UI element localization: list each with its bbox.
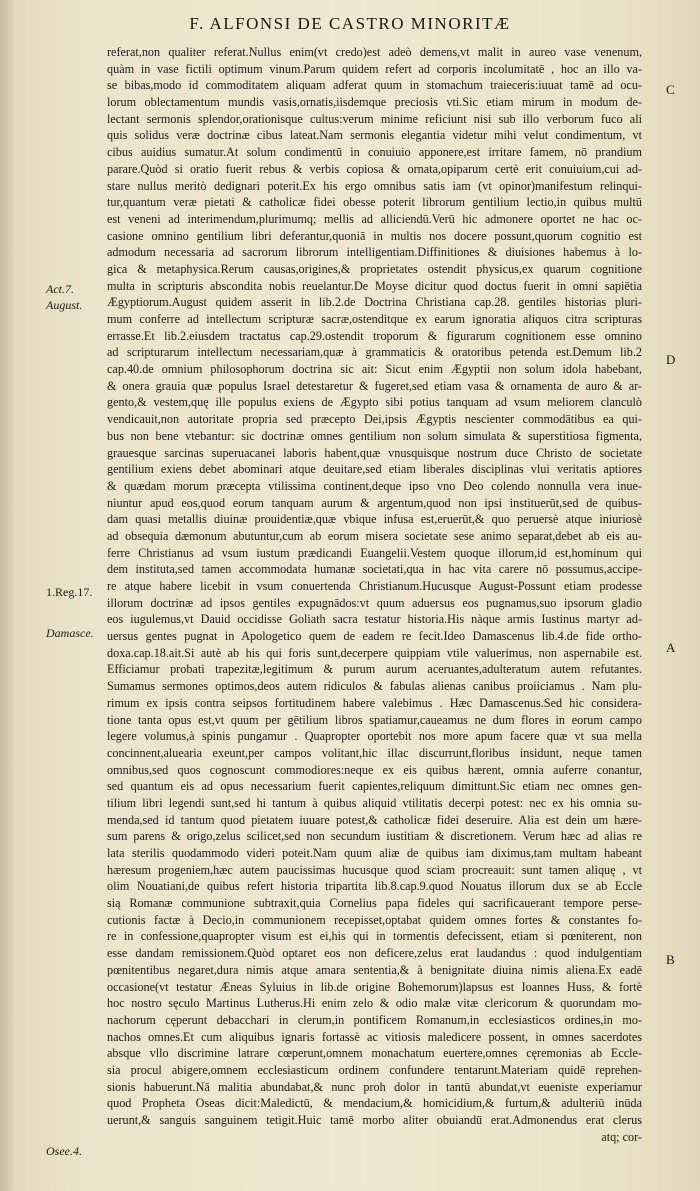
text-line: stare nullus meritò dedignari poterit.Ex his ergo omnibus satis iam (vt opinor)manifestum relinqui- bbox=[107, 178, 642, 193]
section-letter-b: B bbox=[666, 952, 675, 967]
text-line: ad scripturarum intellectum necessariam,quæ à grammaticis & oratoribus petenda est.Demum lib.2 bbox=[107, 345, 642, 360]
margin-note-reg: 1.Reg.17. bbox=[46, 585, 93, 599]
text-line: referat,non qualiter referat.Nullus enim(vt credo)est adeò demens,vt malit in aureo vase venenum, bbox=[107, 45, 642, 59]
text-line: tione tanta opus est,vt quum per gētilium libros spatiamur,caueamus ne dum flores in eorum campo bbox=[107, 712, 642, 727]
text-line: & onera grauia quæ populus Israel detestaretur & fugeret,sed etiam vasa & ornamenta de auro & ar- bbox=[107, 378, 642, 393]
text-line: dem instituta,sed tamen accommodata humanæ societati,qua in hac vita carere nō possumus,accipe- bbox=[107, 562, 642, 577]
section-letter-c: C bbox=[666, 82, 675, 97]
text-line: est veneni ad interimendum,plurimumq; mellis ad alliciendū.Verū hic admonere oportet ne hac oc- bbox=[107, 211, 642, 226]
text-line: grauesque sarcinas superuacanei laboris habent,quæ vnusquisque nostrum duce Christo de societate bbox=[107, 445, 642, 460]
text-line: quàm in vase fictili optimum vinum.Parum quidem refert ad corporis incolumitatē , hoc an illo va- bbox=[107, 61, 642, 76]
text-line: lorum oblectamentum mundis vasis,ornatis,iisdemque preciosis vti.Sic etiam mirum in modum de- bbox=[107, 95, 642, 110]
text-line: sum parens & origo,zelus scilicet,sed non secundum iustitiam & discretionem. Verum hæc ad alias re bbox=[107, 829, 642, 844]
text-line: gentilium exiens debet abominari atque deuitare,sed etiam liberales disciplinas vlui veritatis aptiores bbox=[107, 462, 642, 477]
section-letter-d: D bbox=[666, 352, 676, 367]
text-line: uerunt,& sanguis sanguinem tetigit.Huic tamē morbo aliter obuiandū erat.Admonendus erat clerus bbox=[107, 1113, 642, 1127]
text-line: legere volumus,à spinis pungamur . Quapropter oportebit nos more apum facere quæ vt sua mella bbox=[107, 729, 642, 744]
text-line: concinnent,aluearia exeunt,per campos volitant,hic illac discurrunt,floribus insidunt, neque tamen bbox=[107, 745, 642, 760]
text-line: nachos omnes.Et cum aliquibus ignaris fortassè ac vitiosis maledicere possent, in omnes sacerdotes bbox=[107, 1029, 642, 1044]
text-line: Ægyptiorum.August quidem asserit in lib.2.de Doctrina Christiana cap.28. gentiles historias pluri- bbox=[107, 295, 642, 310]
text-line: absque vllo discrimine latrare cœperunt,omnem monachatum euertere,omnes cęremonias ab Eccle- bbox=[107, 1046, 642, 1061]
text-line: nachorum cęperunt debacchari in clerum,in pontificem Romanum,in ecclesiasticos ordines,in mo- bbox=[107, 1012, 642, 1027]
text-line: admodum necessaria ad sacrorum librorum intelligentiam.Diffinitiones & diuisiones habemus à lo- bbox=[107, 245, 642, 260]
text-line: illorum doctrinæ ad ipsos gentiles expugnādos:vt quum aduersus eos pugnamus,suo ipsorum gladio bbox=[107, 595, 642, 610]
text-line: uersus gentes pugnat in Apologetico quem de eadem re fecit.Ideo Damascenus lib.4.de fide ortho- bbox=[107, 629, 642, 644]
text-line: mum conferre ad intellectum scripturæ sacræ,ostenditque ex earum ignoratia aliquos citra scripturas bbox=[107, 312, 642, 326]
text-line: re atque habere licebit in vsum conuertenda Christianum.Hucusque August-Possunt etiam prodesse bbox=[107, 579, 642, 593]
text-line: atq; cor- bbox=[601, 1129, 642, 1144]
text-line: re in confessione,quapropter visum est ei,his qui in tormentis defecissent, etiam si pœniterent, non bbox=[107, 929, 642, 944]
text-line: quis solidus veræ doctrinæ cibus lateat.Nam sermonis elegantia videtur mihi velut condimentum, vt bbox=[107, 128, 642, 143]
text-line: sed quantum eis ad opus necessarium fuerit capientes,reliquum dimittunt.Sic etiam nec omnes gen- bbox=[107, 779, 642, 794]
body-text bbox=[107, 44, 642, 1145]
text-line: cap.40.de omnium philosophorum doctrina sic ait: Sicut enim Ægyptii non solum idola habebant, bbox=[107, 362, 642, 377]
text-line: gento,& vestem,quę ille populus exiens de Ægypto sibi potius tanquam ad vsum meliorem clanculò bbox=[107, 395, 642, 410]
text-line: lata sterilis quodammodo videri poteit.Nam quum aliæ de quibus iam diximus,tam multam habeant bbox=[107, 846, 642, 860]
text-line: parare.Quòd si oratio fuerit rebus & verbis copiosa & ornata,opiparum certè erit conuiuium,cui ad- bbox=[107, 161, 642, 176]
text-line: hæresum progeniem,hæc autem paucissimas hucusque quod sciam procreauit: sunt tamen aliquę , vt bbox=[107, 862, 642, 877]
text-line: & quædam morum præcepta vtilissima continent,deque ipso vno Deo colendo nonnulla vera inue- bbox=[107, 478, 642, 493]
text-line: lectant sermonis splendor,orationisque cultus:verum minime reficiunt nisi sub illo verborum fuco ali bbox=[107, 111, 642, 126]
text-line: casione omnino gentilium libri deferantur,quoniā in multis nos docere possunt,quorum cognitio est bbox=[107, 228, 642, 243]
text-line: esse dandam remissionem.Quòd optaret eos non deficere,zelus erat laudandus : quod indulgentiam bbox=[107, 946, 642, 961]
text-line: vendicauit,non autoritate propria sed præcepto Dei,ipsis Ægyptis nescienter commodātibus ea qui- bbox=[107, 412, 642, 427]
text-line: tilium libri legendi sunt,sed hi tantum à quibus aliquid vtilitatis decerpi potest: nec ex his omnia su- bbox=[107, 795, 642, 810]
text-line: sia procul abigere,omnem ecclesiasticum ordinem confundere tentarunt.Materiam quidē reprehen- bbox=[107, 1062, 642, 1077]
text-line: quod Propheta Oseas dicit:Maledictū, & mendacium,& homicidium,& furtum,& adulteriū inūda bbox=[107, 1096, 642, 1111]
text-line: gica & metaphysica.Rerum causas,origines,& proprietates ostendit physicus,ex quarum cognitione bbox=[107, 261, 642, 276]
text-line: occasione(vt testatur Æneas Syluius in lib.de origine Bohemorum)lapsus est Ioannes Huss, & fortè bbox=[107, 979, 642, 994]
text-line: bus non bene vtebantur: sic doctrinæ omnes gentilium non solum simulata & superstitiosa figmenta, bbox=[107, 428, 642, 443]
text-line: ferre Christianus ad vsum iustum prædicandi Euangelii.Vestem quoque illorum,id est,hominum qui bbox=[107, 545, 642, 560]
text-line: rimum ex ipsis contra seipsos fortitudinem habere valebimus . Hæc Damascenus.Sed hic considera- bbox=[107, 695, 642, 710]
text-line: ad obsequia dæmonum abutuntur,cum ab eorum misera societate sese animo separat,debet ab eis au- bbox=[107, 528, 642, 543]
running-header: F. ALFONSI DE CASTRO MINORITÆ bbox=[189, 14, 511, 33]
text-line: cibus auidius sumatur.At solum condimentū in conuiuio apponere,est irritare famem, nō prandium bbox=[107, 145, 642, 160]
text-line: omnibus,sed quos cognoscunt commodiores:neque ex eis quibus hærent, omnia auferre conantur, bbox=[107, 762, 642, 777]
text-line: cutionis factæ à Decio,in communionem recepisset,optabat quidem omnes fortes & constantes fo- bbox=[107, 912, 642, 927]
text-line: pœnitentibus negaret,dura nimis atque amara sententia,& à benignitate diuina nimis aliena.Ex eadē bbox=[107, 962, 642, 977]
text-line: se bibas,modo id commoditatem aliquam adferat quum in stomachum traieceris:iuuat tamē ad ocu- bbox=[107, 78, 642, 93]
text-line: menda,sed id tantum quod pietatem iuuare potest,& catholicæ fidei deseruire. Alia est dein um hære- bbox=[107, 812, 642, 827]
margin-note-augustine: August. bbox=[46, 298, 83, 312]
text-line: Sumamus sermones optimos,deos autem ridiculos & fabulas alienas canibus proiiciamus . Nam plu- bbox=[107, 679, 642, 694]
text-line: dam quasi metallis diuinæ prouidentiæ,quæ vbique infusa est,eruerūt,& quo peruersè atque iniuriosè bbox=[107, 512, 642, 527]
margin-note-hosea: Osee.4. bbox=[46, 1144, 82, 1158]
section-letter-a: A bbox=[666, 640, 676, 655]
text-line: hoc nostro sęculo Martinus Lutherus.Hi enim zelo & odio malæ vitæ clericorum & quorundam mo- bbox=[107, 996, 642, 1011]
page-spine-shadow bbox=[0, 0, 14, 1191]
text-line: niuntur apud eos,quod eorum tanquam aurum & argentum,quod non ipsi instituerūt,sed de quibus- bbox=[107, 495, 642, 510]
text-line: olim Nouatiani,de quibus refert historia tripartita lib.8.cap.9.quod Nouatus illorum dux se ab Eccle bbox=[107, 879, 642, 894]
text-line: multa in scripturis abscondita nobis reuelantur.De Moyse dicitur quod doctus fuerit in omni sapiētia bbox=[107, 278, 642, 293]
text-line: eos iugulemus,vt Dauid occidisse Goliath sacra testatur historia.His nàque armis Iustinus martyr ad- bbox=[107, 612, 642, 627]
margin-note-damascene: Damasce. bbox=[46, 626, 94, 640]
margin-note-acts: Act.7. bbox=[46, 282, 74, 296]
text-line: Efficiamur probati trapezitæ,legitimum & purum aurum aceruantes,adulteratum autem refutantes. bbox=[107, 662, 642, 677]
text-line: tur,quantum veræ pietati & catholicæ fidei obesse poterit librorum gentilium lectio,in quibus multū bbox=[107, 195, 642, 210]
text-line: doxa.cap.18.ait.Si autè ab his qui foris sunt,decerpere quippiam vtile valuerimus, non aspernabile est. bbox=[107, 645, 642, 660]
text-line: sionis habuerunt.Nā malitia abundabat,& nunc proh dolor in tantū abundat,vt eueniste experiamur bbox=[107, 1079, 642, 1094]
text-line: sią Romanæ communione subtraxit,quia Cornelius papa fideles qui sacrificauerant tempore perse- bbox=[107, 896, 642, 911]
text-line: errasse.Et lib.2.eiusdem tractatus cap.29.ostendit troporum & figurarum cognitionem esse omnino bbox=[107, 328, 642, 343]
